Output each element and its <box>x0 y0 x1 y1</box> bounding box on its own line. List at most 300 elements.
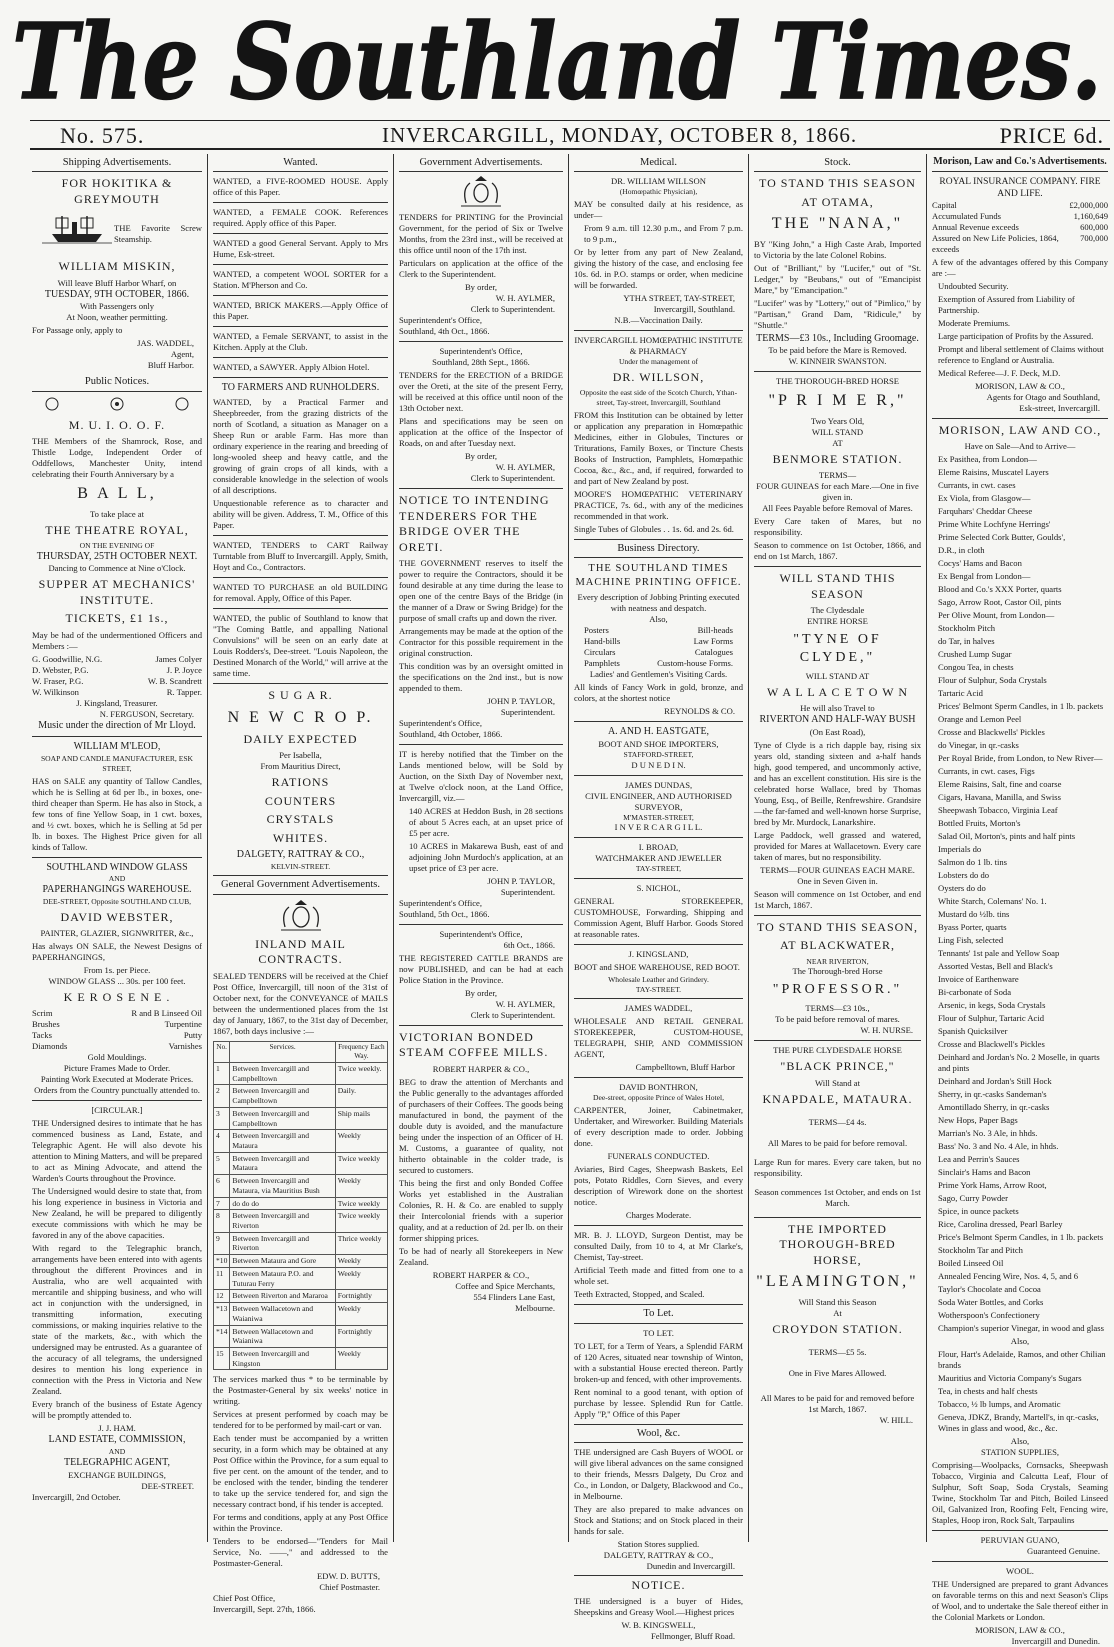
otama: AT OTAMA, <box>801 194 874 209</box>
table-cell: Weekly <box>335 1347 387 1369</box>
farmers-body: Unquestionable reference as to character and ability will be given. Address, T. M., Office of this Paper. <box>213 498 388 531</box>
harper-trade: Coffee and Spice Merchants, <box>455 1280 555 1291</box>
officer: W. Fraser, P.G. <box>32 675 84 686</box>
visiting-cards: Ladies' and Gentlemen's Visiting Cards. <box>589 668 728 679</box>
bridge-tender: Plans and specifications may be seen on application at the office of the Inspector of Roads, on and after Tuesday next. <box>399 416 563 449</box>
glass-title-2: PAPERHANGINGS WAREHOUSE. <box>42 884 192 896</box>
wanted-ad: WANTED a good General Servant. Apply to Mrs Hume, Esk-street. <box>213 238 388 260</box>
ball-date: THURSDAY, 25TH OCTOBER NEXT. <box>36 550 198 562</box>
ball-place: To take place at <box>89 508 145 519</box>
advantage: Medical Referee—J. F. Deck, M.D. <box>938 368 1061 379</box>
cpo-date: Invercargill, Sept. 27th, 1866. <box>213 1604 316 1615</box>
professor-head: TO STAND THIS SEASON, <box>757 919 918 934</box>
goods-item: Bottled Fruits, Morton's <box>938 818 1021 829</box>
section-header: To Let. <box>574 1304 743 1323</box>
teeth: Teeth Extracted, Stopped, and Scaled. <box>574 1289 705 1300</box>
table-cell: Weekly <box>335 1175 387 1197</box>
table-cell: 11 <box>214 1267 230 1289</box>
kingswell-trade: Fellmonger, Bluff Road. <box>651 1631 735 1642</box>
section-header: Stock. <box>754 156 921 172</box>
table-row <box>214 1130 388 1152</box>
advantages-intro: A few of the advantages offered by this Company are :— <box>932 257 1108 279</box>
goods-item: Invoice of Earthenware <box>938 974 1019 985</box>
evening: ON THE EVENING OF <box>79 540 155 550</box>
willson-name: DR. WILLIAM WILLSON <box>611 176 706 187</box>
table-cell: Between Invercargill and Riverton <box>230 1232 335 1254</box>
officer: W. B. Scandrett <box>147 675 202 686</box>
to-let-body: TO LET, for a Term of Years, a Splendid FARM of 120 Acres, situated near township of Winton, with a substantial House erected thereon. Partly broken-up and fenced, with other improvements. <box>574 1340 743 1384</box>
column-rule <box>568 154 569 1542</box>
section-header: Wool, &c. <box>574 1424 743 1443</box>
care: Every Care taken of Mares, but no responsibility. <box>754 516 921 538</box>
wool-body: THE Undersigned are prepared to grant Advances on favorable terms on this and next Season's Clips of Wool, and to undertake the Sale thereof either in the Colonial Markets or London. <box>932 1579 1108 1623</box>
goods-item: Prime Selected Cork Butter, Goulds', <box>938 532 1066 543</box>
item: Scrim <box>32 1008 53 1019</box>
goods-item: Bi-carbonate of Soda <box>938 987 1012 998</box>
black-prince-head: THE PURE CLYDESDALE HORSE <box>773 1045 902 1056</box>
taylor-title: Superintendent. <box>500 886 555 897</box>
column-morison-law <box>928 156 1112 1647</box>
table-cell: do do do <box>230 1197 335 1210</box>
chief-post-office: Chief Post Office, <box>213 1593 276 1604</box>
issue-number: No. 575. <box>60 123 145 148</box>
bridge-tender: TENDERS for the ERECTION of a BRIDGE over the Oreti, at the site of the present Ferry, will be received at this office until noon of the 13th October next. <box>399 370 563 414</box>
webster-price: From 1s. per Piece. <box>83 964 151 975</box>
reynolds: REYNOLDS & CO. <box>664 705 735 716</box>
supt-office: Superintendent's Office, <box>439 928 523 939</box>
leamington-head: THE IMPORTED THOROUGH-BRED HORSE, <box>779 1222 896 1267</box>
finance-value: 1,160,649 <box>1073 211 1108 222</box>
taylor-name: JOHN P. TAYLOR, <box>487 695 555 706</box>
harper-name: ROBERT HARPER & CO., <box>432 1269 530 1280</box>
circular-body: THE Undersigned desires to intimate that he has commenced business as Land, Estate, and Telegraphic Agent. He will also devote his attention to Mining Matters, and will be prepared to act as Mining Advocate, and attend the Warden's Courts throughout the Province. <box>32 1118 202 1184</box>
leamington: "LEAMINGTON," <box>756 1273 919 1291</box>
daily-expected: DAILY EXPECTED <box>243 732 358 747</box>
aylmer-name: W. H. AYLMER, <box>495 462 555 473</box>
table-row <box>214 1062 388 1084</box>
webster-body: Has always ON SALE, the Newest Designs of PAPERHANGINGS, <box>32 940 202 962</box>
item: Brushes <box>32 1019 60 1030</box>
season-dates: Season will commence on 1st October, and end 1st March, 1867. <box>754 888 921 910</box>
inland-body: SEALED TENDERS will be received at the Chief Post Office, Invercargill, till noon of the 31st of October next, for the CONVEYANCE of MAILS between the undermentioned places from the 1st day of January, 1867, to the 31st day of December, 1867, both days inclusive :— <box>213 970 388 1036</box>
print-item: Circulars <box>584 646 616 657</box>
entire-horse: ENTIRE HORSE <box>807 615 868 626</box>
black-prince: "BLACK PRINCE," <box>780 1059 895 1074</box>
harper-name: ROBERT HARPER & CO., <box>432 1063 530 1074</box>
table-row <box>214 1210 388 1232</box>
goods-item: Spanish Quicksilver <box>938 1026 1008 1037</box>
finance-label: Assured on New Life Policies, 1864, exceeds <box>932 233 1059 255</box>
goods-item: Salmon do 1 lb. tins <box>938 857 1007 868</box>
wanted-ad: WANTED, a SAWYER. Apply Albion Hotel. <box>213 362 370 373</box>
ham-title-2: TELEGRAPHIC AGENT, <box>64 1456 170 1468</box>
clyde-head: WILL STAND THIS SEASON <box>779 571 896 601</box>
dalgety: DALGETY, RATTRAY & CO., <box>603 1549 714 1560</box>
harper-address: 554 Flinders Lane East, <box>473 1291 555 1302</box>
section-header: Government Advertisements. <box>399 156 563 172</box>
charges: Charges Moderate. <box>625 1210 692 1221</box>
goods-item: Flour, Hart's Adelaide, Ramos, and other Chilian brands <box>938 1349 1106 1371</box>
mail-services-table <box>213 1041 388 1371</box>
goods-item: Sheepwash Tobacco, Virginia Leaf <box>938 805 1058 816</box>
officer: J. P. Joyce <box>166 664 202 675</box>
finance-value: £2,000,000 <box>1069 200 1108 211</box>
royal-crest-icon <box>271 899 331 933</box>
finance-label: Annual Revenue exceeds <box>932 222 1019 233</box>
kingsland-trade: BOOT and SHOE WAREHOUSE, RED BOOT. <box>574 961 740 972</box>
goods-item: Per Olive Mount, from London— <box>938 610 1055 621</box>
table-cell: Thrice weekly <box>335 1232 387 1254</box>
terms-note: To be paid before the Mare is Removed. <box>768 345 907 356</box>
nana-body: Out of "Brilliant," by "Lucifer," out of "St. Ledger," by "Beubans," out of "Emancipist Mare," by "Emancipation." <box>754 262 921 295</box>
ham-date: Invercargill, 2nd October. <box>32 1491 121 1502</box>
goods-item: Orange and Lemon Peel <box>938 714 1022 725</box>
taylor-name: JOHN P. TAYLOR, <box>487 875 555 886</box>
goods-item: Assorted Vestas, Bell and Black's <box>938 961 1053 972</box>
glass-address: DEE-STREET, Opposite SOUTHLAND CLUB, <box>42 896 192 906</box>
table-row <box>214 1325 388 1347</box>
item: R and B Linseed Oil <box>131 1008 202 1019</box>
dundas: JAMES DUNDAS, <box>624 779 693 790</box>
royal-insurance: ROYAL INSURANCE COMPANY. FIRE AND LIFE. <box>939 176 1101 199</box>
finance-value: 600,000 <box>1080 222 1108 233</box>
guano: PERUVIAN GUANO, <box>980 1535 1060 1546</box>
goods-item: Crushed Lump Sugar <box>938 649 1012 660</box>
aylmer-title: Clerk to Superintendent. <box>470 473 555 484</box>
print-item: Law Forms <box>693 635 733 646</box>
table-cell: 7 <box>214 1197 230 1210</box>
goods-item: Crosse and Blackwell's Pickles <box>938 1039 1045 1050</box>
table-cell: Between Wallacetown and Waianiwa <box>230 1325 335 1347</box>
goods-item: D.R., in cloth <box>938 545 985 556</box>
ship-apply: For Passage only, apply to <box>32 325 123 336</box>
goods-item: Oysters do do <box>938 883 986 894</box>
nana-body: "Lucifer" was by "Lottery," out of "Pimlico," by "Partisan," Grand Dam, "Ridicule," by "Shuttle." <box>754 297 921 330</box>
morison: MORISON, LAW & CO., <box>975 381 1065 392</box>
ship-wharf: Will leave Bluff Harbor Wharf, on <box>57 277 177 288</box>
goods-item: Bass' No. 3 and No. 4 Ale, in hhds. <box>938 1141 1059 1152</box>
table-row <box>214 1085 388 1107</box>
goods-item: Imperials do <box>938 844 982 855</box>
table-note: The services marked thus * to be terminable by the Postmaster-General by six weeks' notice in writing. <box>213 1374 388 1407</box>
butts-name: EDW. D. BUTTS, <box>317 1571 380 1582</box>
column-rule <box>926 154 927 1542</box>
goods-item: Stockholm Pitch <box>938 623 996 634</box>
music: Music under the direction of Mr Lloyd. <box>38 719 196 731</box>
fees: All Fees Payable before Removal of Mares. <box>762 503 913 514</box>
table-row <box>214 1197 388 1210</box>
station-body: Comprising—Woolpacks, Cornsacks, Sheepwash Tobacco, Virginia and Calcutta Leaf, Flour of Sulphur, Soft Soap, Soda Crystals, Seaming Twine, Stockholm Tar and Pitch, Boiled Linseed Oil, Galvanized Iron, Roofing Felt, Fencing wire, Staples, Hoop iron, Rock Salt, Tarpaulins <box>932 1460 1108 1526</box>
goods-item: Soda Water Bottles, and Corks <box>938 1297 1044 1308</box>
goods-item: Currants, in cwt. cases, Figs <box>938 766 1035 777</box>
aylmer-title: Clerk to Superintendent. <box>470 1009 555 1020</box>
gold-mouldings: Gold Mouldings. <box>87 1052 147 1063</box>
waddel-trade: WHOLESALE AND RETAIL GENERAL STOREKEEPER, CUSTOM-HOUSE, TELEGRAPH, SHIP, AND COMMISSION AGENT, <box>574 1016 743 1060</box>
season-dates: Season to commence on 1st October, 1866, and end on 1st March, 1867. <box>754 540 921 562</box>
table-cell: Between Wallacetown and Waianiwa <box>230 1303 335 1325</box>
agents: Agents for Otago and Southland, <box>986 392 1100 403</box>
goods-item: Champion's superior Vinegar, in wood and glass <box>938 1323 1104 1334</box>
terms-note: One in Seven Given in. <box>797 875 878 886</box>
terms: TERMS— <box>818 470 857 481</box>
goods-item: Marrian's No. 3 Ale, in hhds. <box>938 1128 1038 1139</box>
paid: All Mares to be paid for and removed before <box>760 1392 915 1403</box>
sugar-grade: COUNTERS <box>264 793 337 808</box>
printing-tender: TENDERS for PRINTING for the Provincial Government, for the period of Six or Twelve Months, from the 23rd inst., will be received at this office until noon of the 17th inst. <box>399 212 563 256</box>
section-header: Shipping Advertisements. <box>32 156 202 172</box>
ship-date: TUESDAY, 9TH OCTOBER, 1866. <box>44 288 190 300</box>
broad: I. BROAD, <box>638 842 679 853</box>
wool-body: THE undersigned are Cash Buyers of WOOL or will give liberal advances on the same consigned to their friends, Messrs Dalgety, Du Croz and Co., in London, or Dalgety, Blackwood and Co., in Melbourne. <box>574 1446 743 1501</box>
table-cell: Weekly <box>335 1303 387 1325</box>
acres: 140 ACRES at Heddon Bush, in 28 sections of about 5 Acres each, at an upset price of £5 per acre. <box>409 805 563 838</box>
invercargill: I N V E R C A R G I L L. <box>614 822 703 833</box>
column-rule <box>207 154 208 1542</box>
goods-item: Prime York Hams, Arrow Root, <box>938 1180 1047 1191</box>
esk-street: Esk-street, Invercargill. <box>1019 403 1100 414</box>
table-row <box>214 1255 388 1268</box>
ham-and: AND <box>108 1447 126 1457</box>
kerosene: K E R O S E N E . <box>63 989 171 1004</box>
table-cell: Weekly <box>335 1255 387 1268</box>
croydon: CROYDON STATION. <box>772 1321 903 1336</box>
wanted-ad: WANTED, a FIVE-ROOMED HOUSE. Apply office of this Paper. <box>213 176 388 198</box>
item: Tacks <box>32 1030 52 1041</box>
nurse: W. H. NURSE. <box>860 1025 913 1036</box>
swanston: W. KINNEIR SWANSTON. <box>788 356 887 367</box>
officer: D. Webster, P.G. <box>32 664 89 675</box>
mleod-trade: SOAP AND CANDLE MANUFACTURER, ESK STREET, <box>40 754 194 773</box>
primer-head: THE THOROUGH-BRED HORSE <box>775 376 900 387</box>
willson-body: Or by letter from any part of New Zealand, giving the history of the case, and enclosing fee 10s. 6d. in P.O. stamps or order, when medicine will be forwarded. <box>574 247 743 291</box>
officer: W. Wilkinson <box>32 686 79 697</box>
terms: TERMS—£5 5s. <box>808 1346 867 1357</box>
section-header: Medical. <box>574 156 743 172</box>
table-cell: Between Mataura P.O. and Tuturau Ferry <box>230 1267 335 1289</box>
cattle-brands: THE REGISTERED CATTLE BRANDS are now PUBLISHED, and can be had at each Police Station in the Province. <box>399 952 563 985</box>
ship-agent-place: Bluff Harbor. <box>147 360 194 371</box>
timber-notice: IT is hereby notified that the Timber on the Lands mentioned below, will be Sold by Auction, on the Sixth Day of November next, at Twelve o'clock noon, at the Land Office, Invercargill, viz.— <box>399 748 563 803</box>
sugar-grade: WHITES. <box>272 830 329 845</box>
dunedin: D U N E D I N. <box>631 759 686 770</box>
table-cell: Daily. <box>335 1085 387 1107</box>
advantage: Exemption of Assured from Liability of Partnership. <box>938 294 1075 316</box>
aviaries: Aviaries, Bird Cages, Sheepwash Baskets, Eel pots, Potato Riddles, Corn Sieves, and every description of Wirework done on the shortest notice. <box>574 1164 743 1208</box>
lloyd: MR. B. J. LLOYD, Surgeon Dentist, may be consulted Daily, from 10 to 4, at Mr Clarke's, Chemist, Tay-street. <box>574 1230 743 1263</box>
per-ship: Per Isabella, <box>279 750 322 761</box>
table-cell: 8 <box>214 1210 230 1232</box>
ship-agent: JAS. WADDEL, <box>137 338 194 349</box>
masthead <box>0 0 1114 123</box>
waddel: JAMES WADDEL, <box>624 1003 693 1014</box>
goods-item: Ling Fish, selected <box>938 935 1004 946</box>
stand-season: Will Stand this Season <box>798 1296 877 1307</box>
station-stores: Station Stores supplied. <box>617 1538 700 1549</box>
to-let-title: TO LET. <box>643 1327 674 1338</box>
tender-body: Each tender must be accompanied by a written security, in a form which may be obtained at any Post Office within the Province, for a sum equal to five per cent. on the amount of the tender, and to be enclosed with the tender, binding the tenderer to take up the service tendered for, and sign the necessary contract bond, if his tender is accepted. <box>213 1433 388 1510</box>
table-header: No. <box>214 1041 230 1062</box>
print-item: Bill-heads <box>697 624 733 635</box>
item: Turpentine <box>164 1019 202 1030</box>
terms-note: To be paid before removal of mares. <box>775 1014 900 1025</box>
ship-passengers: With Passengers only <box>79 301 155 312</box>
aylmer-title: Clerk to Superintendent. <box>470 304 555 315</box>
waddel-address: Campbelltown, Bluff Harbor <box>635 1062 735 1073</box>
goods-item: Tennants' 1st pale and Yellow Soap <box>938 948 1060 959</box>
table-cell: Twice weekly <box>335 1197 387 1210</box>
bonthron: DAVID BONTHRON, <box>619 1082 698 1093</box>
table-cell: 3 <box>214 1107 230 1129</box>
aylmer-name: W. H. AYLMER, <box>495 998 555 1009</box>
table-cell: 9 <box>214 1232 230 1254</box>
at: AT <box>832 437 843 448</box>
genuine: Guaranteed Genuine. <box>1026 1546 1100 1557</box>
thorough-bred: The Thorough-bred Horse <box>792 966 883 977</box>
glass-and: AND <box>108 874 126 884</box>
goods-item: Ex Pasithea, from London— <box>938 454 1037 465</box>
sugar: S U G A R. <box>268 688 333 703</box>
goods-item: Arsenic, in kegs, Soda Crystals <box>938 1000 1046 1011</box>
column-shipping-notices <box>28 156 206 1541</box>
wanted-ad: WANTED, BRICK MAKERS.—Apply Office of this Paper. <box>213 300 388 322</box>
goods-item: Wotherspoon's Confectionery <box>938 1310 1040 1321</box>
goods-item: Prices' Belmont Sperm Candles, in 1 lb. packets <box>938 701 1104 712</box>
bridge-notice-body: This condition was by an oversight omitted in the specifications on the 2nd inst., but is now appended to them. <box>399 660 563 693</box>
dancing: Dancing to Commence at Nine o'Clock. <box>48 563 186 574</box>
table-row <box>214 1232 388 1254</box>
ship-noon: At Noon, weather permitting. <box>66 312 168 323</box>
goods-item: Ex Viola, from Glasgow— <box>938 493 1031 504</box>
willson-body: MAY be consulted daily at his residence, as under— <box>574 199 743 221</box>
table-cell: Between Mataura and Gore <box>230 1255 335 1268</box>
table-cell: Between Invercargill and Riverton <box>230 1210 335 1232</box>
advantage: Moderate Premiums. <box>938 318 1011 329</box>
goods-item: Taylor's Chocolate and Cocoa <box>938 1284 1041 1295</box>
goods-item: Amontillado Sherry, in qr.-casks <box>938 1102 1050 1113</box>
advantage: Undoubted Security. <box>938 281 1009 292</box>
supper: SUPPER AT MECHANICS' INSTITUTE. <box>38 577 196 607</box>
table-cell: Between Invercargill and Campbelltown <box>230 1107 335 1129</box>
goods-item: Rice, Carolina dressed, Pearl Barley <box>938 1219 1063 1230</box>
window-glass: WINDOW GLASS ... 30s. per 100 feet. <box>48 975 186 986</box>
table-row <box>214 1152 388 1174</box>
goods-item: White Starch, Colemans' No. 1. <box>938 896 1047 907</box>
kelvin-street: KELVIN-STREET. <box>270 861 331 871</box>
riverton: RIVERTON AND HALF-WAY BUSH <box>759 714 916 726</box>
item: Putty <box>183 1030 202 1041</box>
table-cell: Between Invercargill and Campbelltown <box>230 1085 335 1107</box>
goods-item: Crosse and Blackwells' Pickles <box>938 727 1045 738</box>
paid: All Mares to be paid for before removal. <box>767 1138 908 1148</box>
terms-note: FOUR GUINEAS for each Mare.—One in five given in. <box>756 481 919 503</box>
kingsland: J. KINGSLAND, <box>628 948 689 959</box>
column-government <box>395 156 567 1541</box>
east-road: (On East Road), <box>809 726 866 737</box>
terms: TERMS—£4 4s. <box>808 1117 867 1127</box>
notice-body: THE undersigned is a buyer of Hides, Sheepskins and Greasy Wool.—Highest prices <box>574 1596 743 1618</box>
goods-item: Deinhard and Jordan's No. 2 Moselle, in quarts and pints <box>938 1052 1100 1074</box>
goods-item: Lea and Perrin's Sauces <box>938 1154 1020 1165</box>
paddock: Large Paddock, well grassed and watered, provided for Mares at Wallacetown. Every care taken of mares, but no responsibility. <box>754 829 921 862</box>
goods-item: Sago, Arrow Root, Castor Oil, pints <box>938 597 1062 608</box>
morison-address: Invercargill and Dunedin. <box>1011 1636 1100 1647</box>
print-item: Catalogues <box>694 646 733 657</box>
table-cell: *14 <box>214 1325 230 1347</box>
goods-item: Stockholm Tar and Pitch <box>938 1245 1023 1256</box>
notice-title: NOTICE. <box>574 1575 743 1593</box>
tyne-of-clyde: "TYNE OF CLYDE," <box>793 631 882 665</box>
price: PRICE 6d. <box>999 123 1104 148</box>
section-header: Wanted. <box>213 156 388 172</box>
kingsland-address: TAY-STREET. <box>635 984 682 994</box>
near-riverton: NEAR RIVERTON, <box>806 956 869 966</box>
nichol: S. NICHOL, <box>636 882 681 893</box>
goods-item: Flour of Sulphur, Soda Crystals <box>938 675 1047 686</box>
goods-item: Farquhars' Cheddar Cheese <box>938 506 1033 517</box>
goods-item: Sherry, in qr.-casks Sandeman's <box>938 1089 1047 1100</box>
goods-item: Congou Tea, in chests <box>938 662 1014 673</box>
institute-mgmt: Under the management of <box>618 357 699 367</box>
goods-item: do Vinegar, in qr.-casks <box>938 740 1019 751</box>
wanted-ad: WANTED, the public of Southland to know that "The Coming Battle, and appalling National Convulsions" will be seen on an early date at Louis Rodders's, Dee-street. "Louis Napoleon, the Destined Monarch of the World," will arrive at the same time. <box>213 613 388 679</box>
inland-mail-title: INLAND MAIL CONTRACTS. <box>255 936 346 967</box>
coffee-body: This being the first and only Bonded Coffee Works yet established in the Australian Colonies, R. H. & Co. are enabled to supply their Intercolonial friends with a superior quality, and at a reduction of 2d. per lb. on their former shipping prices. <box>399 1177 563 1243</box>
tender-body: Tenders to be endorsed—"Tenders for Mail Service, No. ——," and addressed to the Postmaster-General. <box>213 1536 388 1569</box>
column-rule <box>393 154 394 1542</box>
picture-frames: Picture Frames Made to Order. <box>63 1063 171 1074</box>
wanted-ad: WANTED, TENDERS to CART Railway Turntable from Bluff to Invercargill. Apply, Smith, Hoyt and Co., Contractors. <box>213 540 388 573</box>
wool-body: They are also prepared to make advances on Stock and Stations; and on Stock placed in their hands for sale. <box>574 1503 743 1536</box>
tender-body: Services at present performed by coach may be tendered for to be performed by mail-cart or van. <box>213 1409 388 1431</box>
march-date: 1st March, 1867. <box>808 1403 867 1414</box>
ham-name: J. J. HAM. <box>98 1423 136 1434</box>
dr-willson: DR. WILLSON, <box>612 369 705 384</box>
terms: TERMS—£3 10s., Including Groomage. <box>756 332 919 344</box>
eastgate-trade: BOOT AND SHOE IMPORTERS, <box>598 738 719 749</box>
stand-at: WILL STAND AT <box>805 670 870 681</box>
mleod-body: HAS on SALE any quantity of Tallow Candles, which he is Selling at 6d per lb., in boxes, one-third cheaper than Sperm. He has also in Stock, a few tons of fine Yellow Soap, in 1 cwt. boxes, and ½ cwt. boxes, which he is Selling at 5d per lb. in boxes. The Highest Price given for all kinds of Tallow. <box>32 775 202 852</box>
eastgate: A. AND H. EASTGATE, <box>607 725 710 737</box>
also: Also, <box>1010 1336 1030 1347</box>
wallacetown: W A L L A C E T O W N <box>766 684 909 699</box>
goods-item: Cocys' Hams and Bacon <box>938 558 1022 569</box>
morison-law: MORISON, LAW AND CO., <box>938 423 1102 438</box>
glass-title: SOUTHLAND WINDOW GLASS <box>46 861 188 873</box>
dalgety: DALGETY, RATTRAY & CO., <box>236 848 365 860</box>
goods-item: Tobacco, ½ lb lumps, and Aromatic <box>938 1399 1061 1410</box>
professor: "PROFESSOR." <box>772 982 903 998</box>
place-date: INVERCARGILL, MONDAY, OCTOBER 8, 1866. <box>382 123 858 147</box>
goods-item: Eleme Raisins, Muscatel Layers <box>938 467 1049 478</box>
tickets-note: May be had of the undermentioned Officers and Members :— <box>32 629 202 651</box>
kingsland-leather: Wholesale Leather and Grindery. <box>608 974 709 984</box>
morison: MORISON, LAW & CO., <box>975 1625 1065 1636</box>
finance-label: Accumulated Funds <box>932 211 1001 222</box>
by-order: By order, <box>464 451 498 462</box>
coffee-title: VICTORIAN BONDED STEAM COFFEE MILLS. <box>399 1029 549 1060</box>
table-cell: Weekly <box>335 1267 387 1289</box>
broad-trade: WATCHMAKER AND JEWELLER <box>595 853 722 864</box>
table-cell: 4 <box>214 1130 230 1152</box>
ship-intro: THE Favorite Screw Steamship. <box>114 223 202 245</box>
circular: [CIRCULAR.] <box>91 1105 143 1116</box>
times-printing: THE SOUTHLAND TIMES MACHINE PRINTING OFFICE. <box>575 563 742 588</box>
advantage: Large participation of Profits by the Assured. <box>938 331 1094 342</box>
notice-date: Southland, 4th October, 1866. <box>399 728 503 739</box>
table-cell: Between Invercargill and Mataura, via Mauritius Bush <box>230 1175 335 1197</box>
from-mauritius: From Mauritius Direct, <box>260 761 341 772</box>
notice-date: 6th Oct., 1866. <box>503 939 555 950</box>
